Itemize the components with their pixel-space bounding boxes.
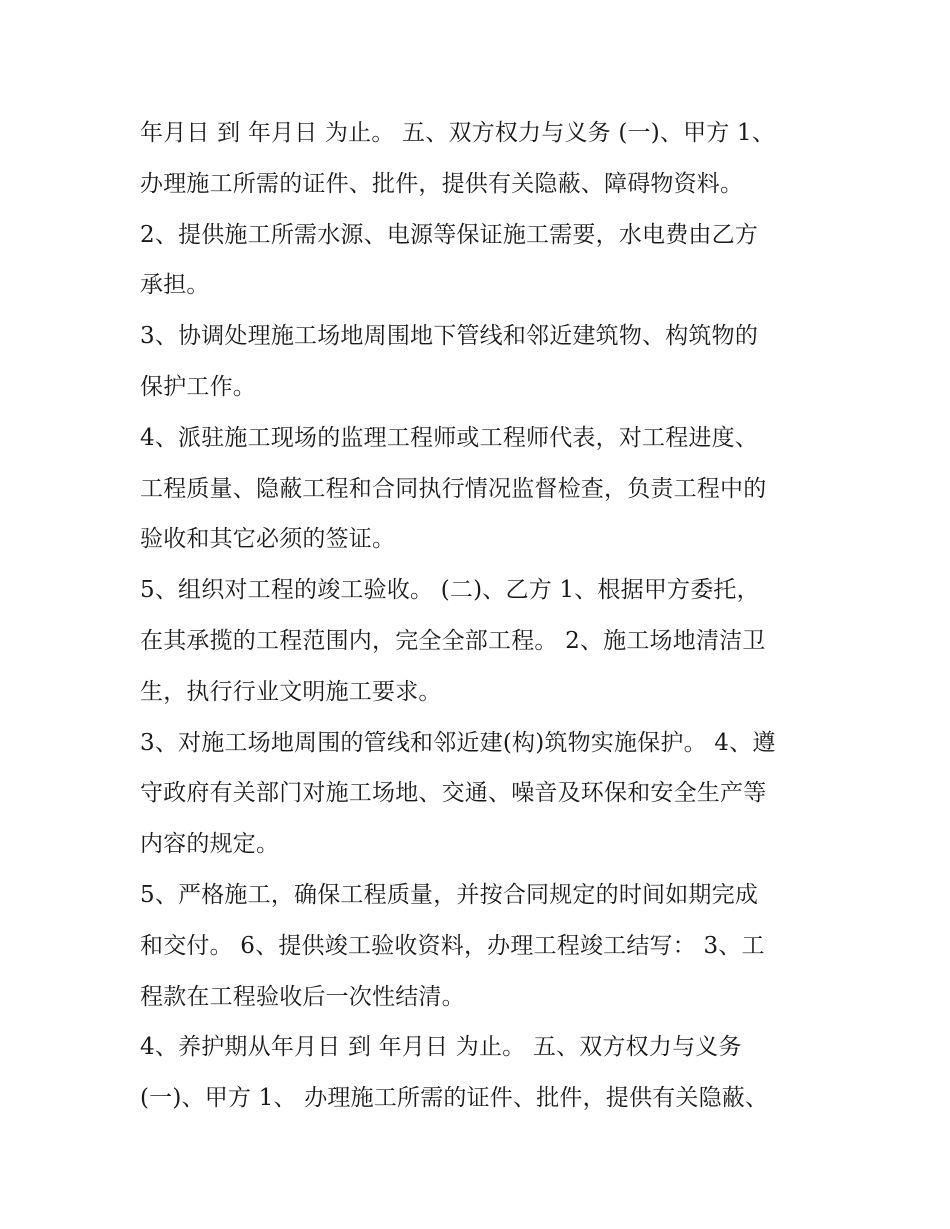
text-line: 生，执行行业文明施工要求。: [140, 678, 442, 705]
text-line: 在其承揽的工程范围内，完全全部工程。 2、施工场地清洁卫: [140, 627, 766, 654]
text-line: 4、养护期从年月日 到 年月日 为止。 五、双方权力与义务: [140, 1034, 742, 1061]
text-line: 内容的规定。: [140, 831, 280, 858]
text-line: 办理施工所需的证件、批件，提供有关隐蔽、障碍物资料。: [140, 170, 744, 197]
text-line: 程款在工程验收后一次性结清。: [140, 983, 465, 1010]
text-line: 年月日 到 年月日 为止。 五、双方权力与义务 (一)、甲方 1、: [140, 120, 776, 146]
text-line: 承担。: [140, 272, 210, 299]
text-line: 3、协调处理施工场地周围地下管线和邻近建筑物、构筑物的: [140, 323, 759, 350]
text-line: 验收和其它必须的签证。: [140, 526, 396, 553]
body-text: [140, 108, 830, 1124]
text-line: 工程质量、隐蔽工程和合同执行情况监督检查，负责工程中的: [140, 475, 767, 502]
text-line: 守政府有关部门对施工场地、交通、噪音及环保和安全生产等: [140, 780, 767, 807]
text-line: 和交付。 6、提供竣工验收资料，办理工程竣工结写： 3、工: [140, 932, 765, 959]
text-line: 2、提供施工所需水源、电源等保证施工需要，水电费由乙方: [140, 221, 759, 248]
text-line: (一)、甲方 1、 办理施工所需的证件、批件，提供有关隐蔽、: [140, 1085, 769, 1112]
text-line: 3、对施工场地周围的管线和邻近建(构)筑物实施保护。 4、遵: [140, 729, 776, 756]
text-line: 保护工作。: [140, 373, 256, 400]
text-line: 4、派驻施工现场的监理工程师或工程师代表，对工程进度、: [140, 424, 759, 451]
text-line: 5、严格施工，确保工程质量，并按合同规定的时间如期完成: [140, 881, 759, 908]
text-line: 5、组织对工程的竣工验收。 (二)、乙方 1、根据甲方委托，: [140, 577, 760, 604]
